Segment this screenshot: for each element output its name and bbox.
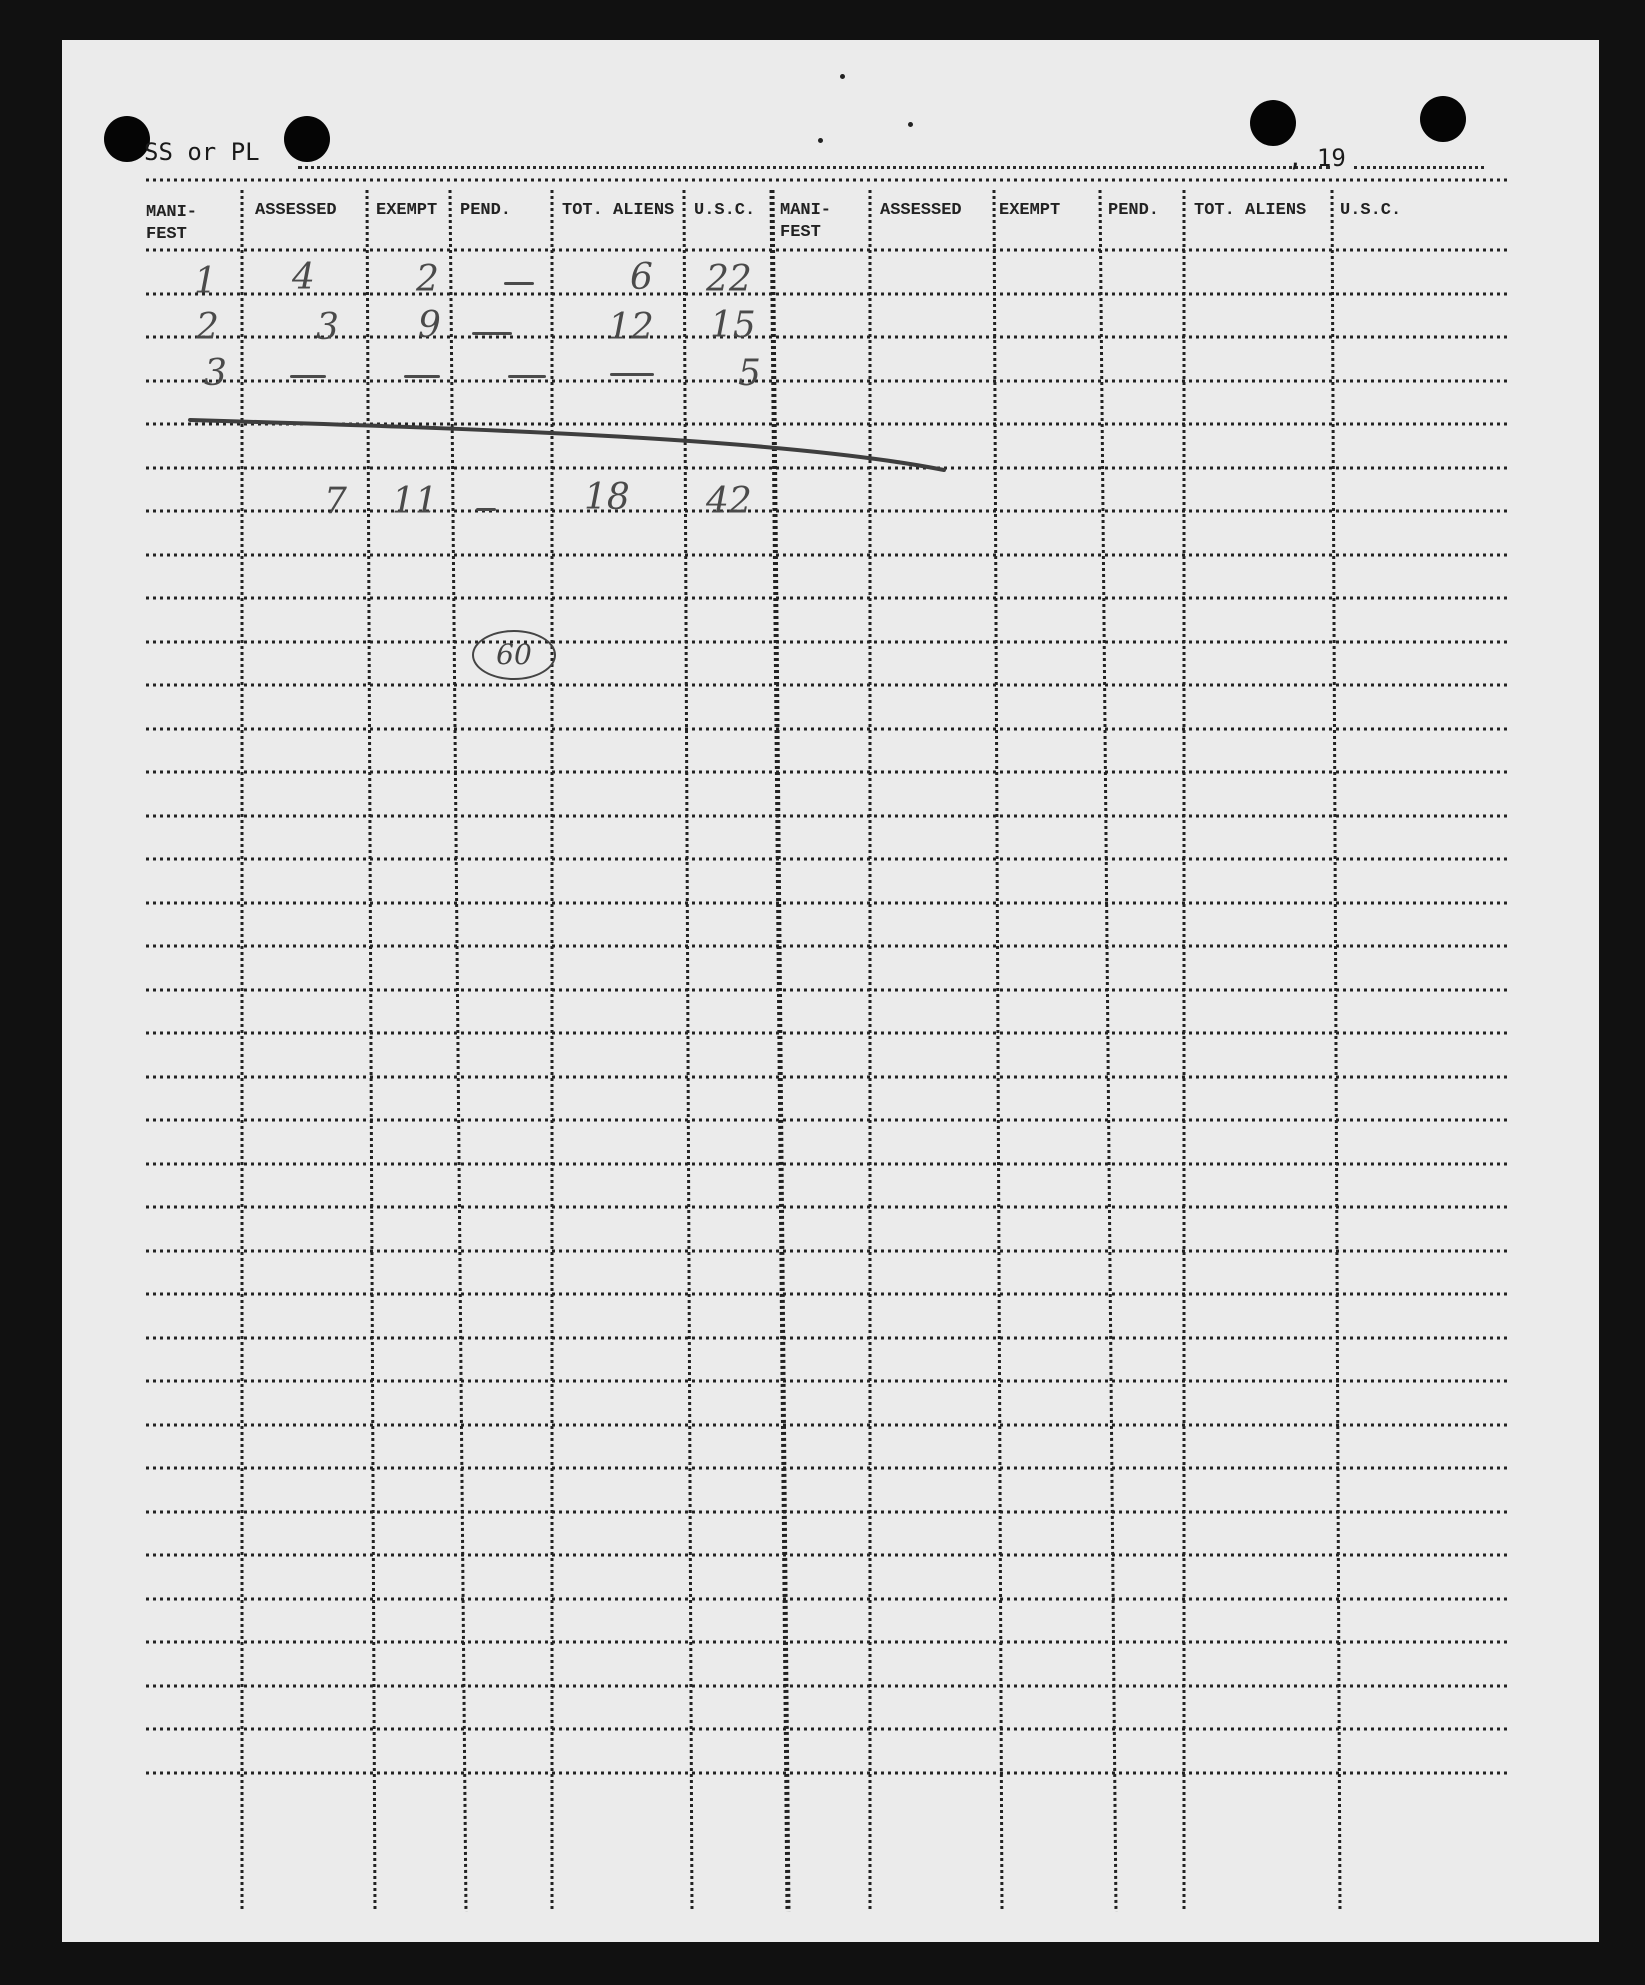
column-rule: [367, 190, 375, 1912]
total-exempt: 11: [392, 481, 438, 522]
col-tot-aliens-right: TOT. ALIENS: [1194, 201, 1307, 220]
entry-manifest: 2: [196, 307, 219, 348]
entry-pend: [508, 375, 546, 378]
manifest-form-sheet: [62, 40, 1599, 1942]
entry-tot-aliens: [610, 373, 654, 376]
column-rule: [1332, 190, 1340, 1912]
entry-pend: [472, 332, 512, 335]
column-rule: [450, 190, 466, 1912]
col-assessed-right: ASSESSED: [880, 201, 962, 220]
entry-exempt: 2: [416, 259, 439, 300]
entry-usc: 5: [738, 353, 761, 394]
entry-exempt: 9: [418, 305, 441, 346]
entry-tot-aliens: 12: [608, 307, 654, 348]
col-assessed-left: ASSESSED: [255, 201, 337, 220]
total-usc: 42: [706, 481, 752, 522]
col-exempt-left: EXEMPT: [376, 201, 438, 220]
entry-manifest: 3: [204, 353, 227, 394]
entry-manifest: 1: [194, 261, 217, 302]
entry-usc: 15: [710, 305, 756, 346]
entry-exempt: [404, 375, 440, 378]
col-usc-left: U.S.C.: [694, 201, 756, 220]
col-usc-right: U.S.C.: [1340, 201, 1402, 220]
column-rule: [684, 190, 692, 1912]
col-manifest-right: MANI- FEST: [780, 201, 832, 242]
col-pend-left: PEND.: [460, 201, 512, 220]
entry-assessed: 4: [292, 257, 315, 298]
vessel-label: SS or PL: [144, 138, 260, 166]
underline-stroke: [190, 420, 944, 470]
col-pend-right: PEND.: [1108, 201, 1160, 220]
entry-usc: 22: [706, 259, 752, 300]
entry-assessed: [290, 375, 326, 378]
entry-assessed: 3: [316, 307, 339, 348]
grand-total: 60: [496, 638, 532, 671]
column-rule: [994, 190, 1002, 1912]
grand-total-circle: [472, 630, 556, 680]
total-assessed: 7: [324, 481, 347, 522]
entry-pend: [504, 282, 534, 285]
row-lines: [146, 180, 1510, 1773]
ruled-grid: [62, 40, 1599, 1942]
col-tot-aliens-left: TOT. ALIENS: [562, 201, 675, 220]
total-tot-aliens: 18: [584, 477, 630, 518]
total-pend: [476, 508, 496, 511]
year-label: , 19: [1288, 144, 1346, 172]
col-manifest-left: MANI- FEST: [146, 203, 198, 244]
col-exempt-right: EXEMPT: [999, 201, 1061, 220]
entry-tot-aliens: 6: [630, 257, 653, 298]
column-rule: [1100, 190, 1116, 1912]
